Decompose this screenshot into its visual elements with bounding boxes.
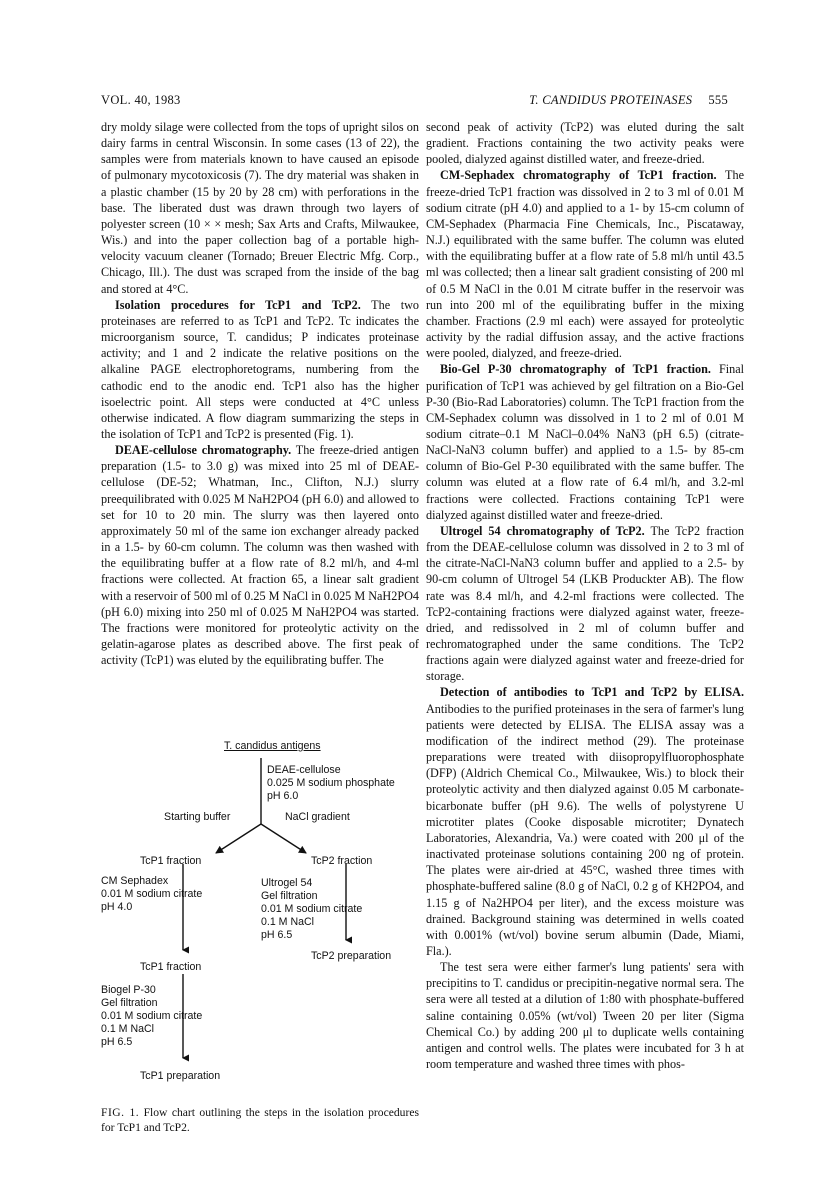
biogel-line: Biogel P-30: [101, 984, 156, 996]
section-heading: Bio-Gel P-30 chromatography of TcP1 fraction.: [440, 362, 711, 377]
paragraph-body: The freeze-dried TcP1 fraction was dissolved in 2 to 3 ml of 0.01 M sodium citrate (pH 4.0) and applied to a 1- by 15-cm column of CM-Sephadex (Pharmacia Fine Chemicals, Inc., Piscataway, N.J.) equilibrated with the same buffer. The column was eluted with the equilibrating buffer at a flow rate of 5.8 ml/h until 43.5 ml was collected; then a linear salt gradient consisting of 200 ml of 0.5 M NaCl in the 0.01 M citrate buffer in the reservoir was run into 200 ml of the equilibrating buffer in the mixing chamber. Fractions (2.9 ml each) were assayed for proteolytic activity by the radial diffusion assay, and the active fractions were pooled, dialyzed, and freeze-dried.: [426, 168, 744, 361]
ultrogel-line: Ultrogel 54: [261, 877, 313, 889]
caption-label: FIG. 1.: [101, 1106, 140, 1119]
section-heading: Ultrogel 54 chromatography of TcP2.: [440, 523, 645, 538]
cm-line: pH 4.0: [101, 901, 133, 913]
paragraph: second peak of activity (TcP2) was eluted during the salt gradient. Fractions containing the two activity peaks were pooled, dialyzed against distilled water, and freeze-dried.: [426, 120, 744, 167]
cm-sephadex-step: [101, 875, 202, 914]
cm-line: 0.01 M sodium citrate: [101, 888, 203, 900]
biogel-line: pH 6.5: [101, 1036, 133, 1048]
paragraph-body: Final purification of TcP1 was achieved by gel filtration on a Bio-Gel P-30 (Bio-Rad Laboratories) column. The TcP1 fraction from the CM-Sephadex column was dissolved in 1 to 2 ml of 0.01 M sodium citrate–0.1 M NaCl–0.04% NaN3 (pH 6.5) (citrate-NaCl-NaN3 column buffer) and applied to a 1.5- by 85-cm column of Bio-Gel P-30 equilibrated with the same buffer. The column was eluted at a flow rate of 6.4 ml/h, and 3.2-ml fractions were collected. Fractions containing TcP1 were dialyzed against distilled water and freeze-dried.: [426, 362, 744, 522]
section-heading: CM-Sephadex chromatography of TcP1 fraction.: [440, 168, 717, 183]
tcp1-fraction-label-2: TcP1 fraction: [140, 961, 202, 973]
tcp1-preparation-label: TcP1 preparation: [140, 1070, 221, 1082]
paragraph-body: The TcP2 fraction from the DEAE-cellulose column was dissolved in 2 to 3 ml of the citrate-NaCl-NaN3 column buffer and applied to a 2.5- by 90-cm column of Ultrogel 54 (LKB Produckter AB). The flow rate was 8.4 ml/h, and 4.2-ml fractions were collected. The TcP2-containing fractions were dialyzed against water, freeze-dried, and redissolved in 2 ml of column buffer and rechromatographed under the same conditions. The TcP2 fractions again were dialyzed against water and freeze-dried for storage.: [426, 523, 744, 684]
antigen-label: [224, 740, 321, 753]
starting-buffer-label: Starting buffer: [164, 811, 231, 823]
tcp1-fraction-label: TcP1 fraction: [140, 855, 202, 867]
biogel-line: Gel filtration: [101, 997, 158, 1009]
deae-line: pH 6.0: [267, 790, 299, 802]
paragraph: dry moldy silage were collected from the tops of upright silos on dairy farms in central Wisconsin. In some cases (13 of 22), the samples were from materials known to have caused an episode of pulmonary mycotoxicosis (7). The dry material was shaken in a plastic chamber (15 by 20 by 28 cm) with perforations in the base. The liberated dust was drawn through two layers of polyester screen (10 × × mesh; Sax Arts and Crafts, Milwaukee, Wis.) and into the paper collection bag of a portable high-velocity vacuum cleaner (Tornado; Breuer Electric Mfg. Corp., Chicago, Ill.). The dust was scraped from the inside of the bag and stored at 4°C.: [101, 120, 419, 296]
flow-chart-figure: [101, 740, 419, 1140]
page-number: 555: [708, 93, 728, 107]
nacl-gradient-label: NaCl gradient: [285, 811, 350, 823]
biogel-line: 0.1 M NaCl: [101, 1023, 154, 1035]
paragraph: [426, 167, 744, 361]
running-header-volume: VOL. 40, 1983: [101, 93, 181, 107]
biogel-step: [101, 984, 202, 1049]
section-heading: Detection of antibodies to TcP1 and TcP2 by ELISA.: [440, 685, 744, 700]
biogel-line: 0.01 M sodium citrate: [101, 1010, 203, 1022]
paragraph: [101, 297, 419, 442]
paragraph: [426, 684, 744, 959]
header-title: T. CANDIDUS PROTEINASES: [529, 93, 693, 107]
paragraph-body: The freeze-dried antigen preparation (1.5- to 3.0 g) was mixed into 25 ml of DEAE-cellulose (DE-52; Whatman, Inc., Clifton, N.J.) slurry preequilibrated with 0.025 M NaH2PO4 (pH 6.0) and allowed to set for 10 to 20 min. The slurry was then layered onto approximately 50 ml of the same ion exchanger already packed in a 1.5- by 60-cm column. The column was then washed with the equilibrating buffer at a flow rate of 8.2 ml/h, and 4-ml fractions were collected. At fraction 65, a linear salt gradient with a reservoir of 500 ml of 0.25 M NaCl in 0.025 M NaH2PO4 (pH 6.0) mixing into 250 ml of 0.025 M NaH2PO4 was started. The fractions were monitored for proteolytic activity on the gelatin-agarose plates as described above. The first peak of activity (TcP1) was eluted by the equilibrating buffer. The: [101, 443, 419, 668]
deae-line: DEAE-cellulose: [267, 764, 341, 776]
paragraph-body: The two proteinases are referred to as TcP1 and TcP2. Tc indicates the microorganism source, T. candidus; P indicates proteinase activity; and 1 and 2 indicate the relative positions on the alkaline PAGE electrophoretograms, numbering from the cathodic end to the anodic end. TcP1 also has the higher isoelectric point. All steps were conducted at 4°C unless otherwise indicated. A flow diagram summarizing the steps in the isolation of TcP1 and TcP2 is presented (Fig. 1).: [101, 297, 420, 441]
tcp2-preparation-label: TcP2 preparation: [311, 950, 392, 962]
ultrogel-step: [261, 877, 362, 942]
left-column: [101, 119, 419, 668]
deae-line: 0.025 M sodium phosphate: [267, 777, 395, 789]
section-heading: Isolation procedures for TcP1 and TcP2.: [115, 297, 361, 312]
paragraph: [426, 523, 744, 685]
right-column: [426, 119, 744, 1072]
section-heading: DEAE-cellulose chromatography.: [115, 443, 292, 458]
running-header-title: [529, 93, 728, 108]
paragraph: The test sera were either farmer's lung patients' sera with precipitins to T. candidus or precipitin-negative normal sera. The sera were all tested at a dilution of 1:80 with phosphate-buffered saline containing 0.05% (wt/vol) Tween 20 per liter (Sigma Chemical Co.) by adding 200 μl to duplicate wells containing antigen and control wells. The plates were incubated for 3 h at room temperature and washed three times with phos-: [426, 960, 744, 1072]
ultrogel-line: Gel filtration: [261, 890, 318, 902]
ultrogel-line: 0.1 M NaCl: [261, 916, 314, 928]
caption-text: Flow chart outlining the steps in the isolation procedures for TcP1 and TcP2.: [101, 1106, 419, 1134]
tcp2-fraction-label: TcP2 fraction: [311, 855, 373, 867]
paragraph-body: Antibodies to the purified proteinases in the sera of farmer's lung patients were detected by ELISA. The ELISA assay was a modification of the indirect method (29). The proteinase preparations were treated with diisopropylfluorophosphate (DFP) (Aldrich Chemical Co., Milwaukee, Wis.) to block their proteolytic activity and then dialyzed against 0.05 M carbonate-bicarbonate buffer (pH 9.6). The wells of polystyrene U microtiter plates (Cooke disposable microtiter; Dynatech Laboratories, Alexandria, Va.) were coated with 200 μl of the inactivated proteinase solutions containing 200 ng of protein. The plates were air-dried at 45°C, washed three times with phosphate-buffered saline (8.0 g of NaCl, 0.2 g of KH2PO4, and 1.15 g of Na2HPO4 per liter), and the excess moisture was drained. Background staining was determined in wells coated with 0.001% (wt/vol) bovine serum albumin (Dade, Miami, Fla.).: [426, 701, 744, 958]
cm-line: CM Sephadex: [101, 875, 169, 887]
paragraph: [101, 442, 419, 668]
paragraph: [426, 361, 744, 523]
figure-caption: [101, 1105, 419, 1135]
branch-left-arrow: [216, 824, 261, 853]
deae-step: [267, 764, 395, 803]
branch-right-arrow: [261, 824, 306, 853]
ultrogel-line: 0.01 M sodium citrate: [261, 903, 363, 915]
antigen-species: T. candidus antigens: [224, 740, 321, 752]
ultrogel-line: pH 6.5: [261, 929, 293, 941]
